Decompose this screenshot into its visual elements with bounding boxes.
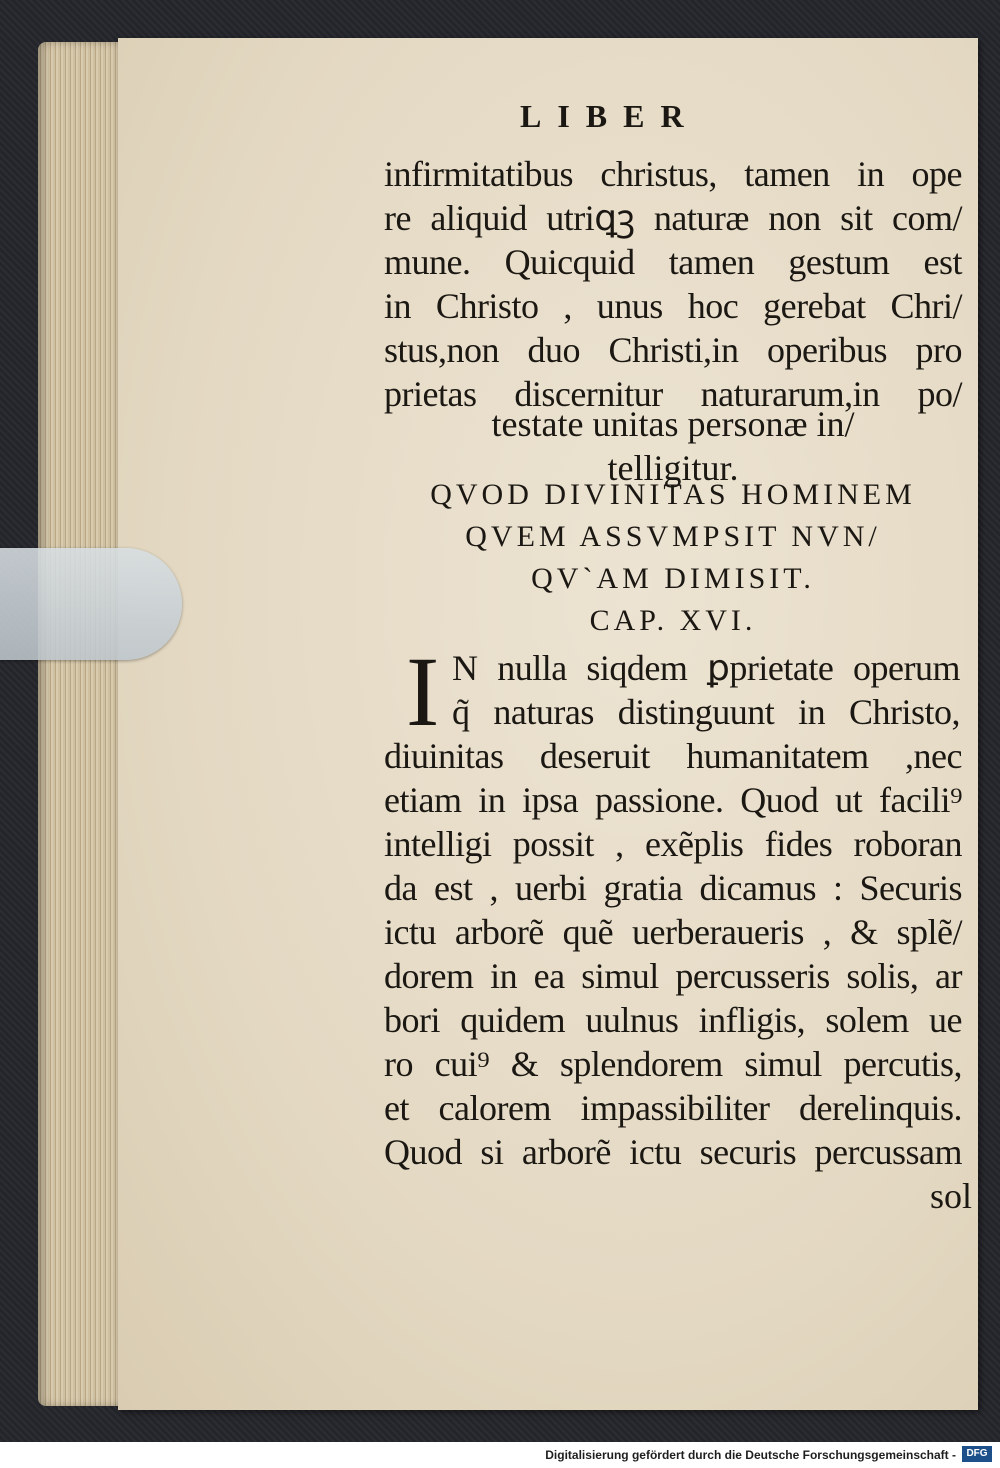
text-line: q̃ naturas distinguunt in Christo, <box>452 692 960 732</box>
chapter-heading-line: QV`AM DIMISIT. <box>531 562 815 595</box>
footer-bar <box>0 1442 1000 1468</box>
text-line: ictu arborẽ quẽ uerberaueris , & splẽ/ <box>384 912 962 952</box>
text-line: bori quidem uulnus infligis, solem ue <box>384 1000 962 1040</box>
text-line: testate unitas personæ in/ <box>491 404 855 444</box>
text-line: Quod si arborẽ ictu securis percussam <box>384 1132 962 1172</box>
text-line: re aliquid utriꝗꝫ naturæ non sit com/ <box>384 198 962 238</box>
text-line: et calorem impassibiliter derelinquis. <box>384 1088 962 1128</box>
text-line: N nulla siqdem ꝑprietate operum <box>452 648 960 688</box>
dfg-logo-icon: DFG <box>962 1446 992 1462</box>
text-line: telligitur. <box>607 448 739 488</box>
text-line: stus,non duo Christi,in operibus pro <box>384 330 962 370</box>
bookmark-strip <box>0 548 182 660</box>
catchword: sol <box>930 1176 973 1216</box>
text-line: da est , uerbi gratia dicamus : Securis <box>384 868 962 908</box>
text-line: dorem in ea simul percusseris solis, ar <box>384 956 962 996</box>
page-fore-edge <box>38 42 124 1406</box>
drop-cap-initial: I <box>406 636 440 747</box>
text-line: etiam in ipsa passione. Quod ut facili⁹ <box>384 780 962 820</box>
text-line: mune. Quicquid tamen gestum est <box>384 242 962 282</box>
chapter-heading-line: QVOD DIVINITAS HOMINEM <box>430 478 916 511</box>
chapter-number: CAP. XVI. <box>589 604 757 637</box>
funding-credit: Digitalisierung gefördert durch die Deutsche Forschungsgemeinschaft - <box>545 1448 956 1462</box>
text-line: infirmitatibus christus, tamen in ope <box>384 154 962 194</box>
text-line: ro cui⁹ & splendorem simul percutis, <box>384 1044 962 1084</box>
text-line: prietas discernitur naturarum,in po/ <box>384 374 962 414</box>
text-line: diuinitas deseruit humanitatem ,nec <box>384 736 962 776</box>
running-head: LIBER <box>520 98 700 134</box>
text-line: intelligi possit , exẽplis fides roboran <box>384 824 962 864</box>
chapter-heading-line: QVEM ASSVMPSIT NVN/ <box>465 520 881 553</box>
text-line: in Christo , unus hoc gerebat Chri/ <box>384 286 962 326</box>
